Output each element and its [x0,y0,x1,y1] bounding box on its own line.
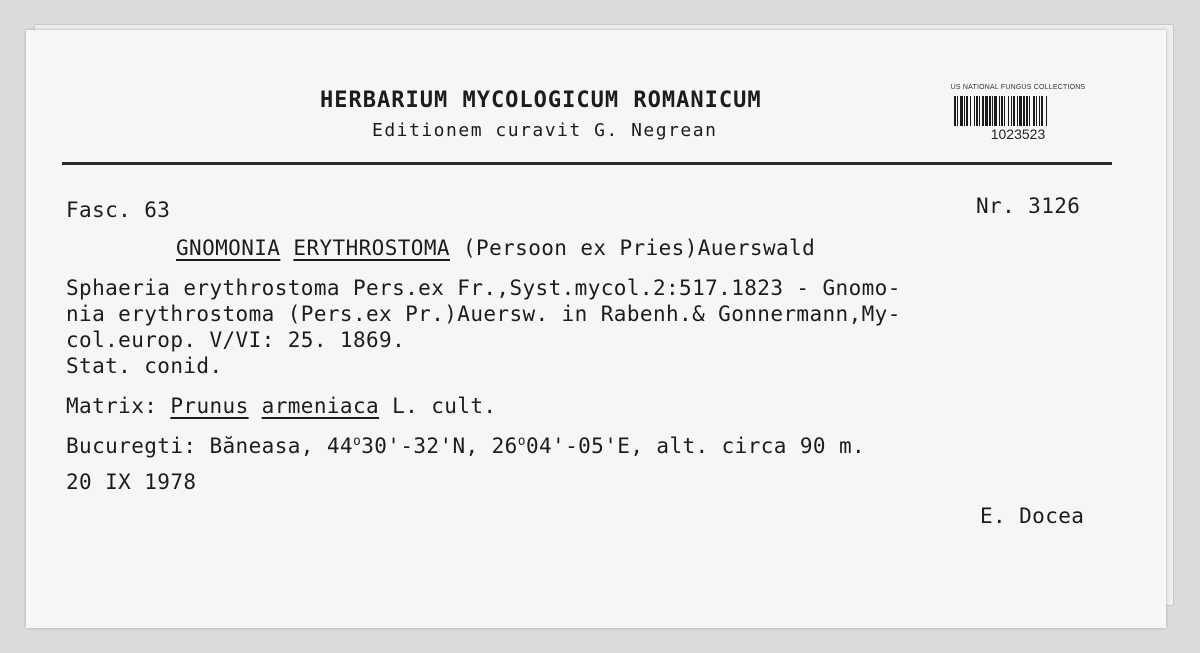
barcode-bar [1046,96,1047,126]
host-species: armeniaca [261,394,380,418]
matrix-label: Matrix: [66,394,158,418]
barcode-bar [1026,96,1028,126]
barcode-bar [960,96,963,126]
barcode-bar [1001,96,1003,126]
stat-line: Stat. conid. [66,354,223,378]
latitude-rest: 30'-32'N, [361,434,479,458]
latitude-deg: 44 [326,434,353,458]
taxon-species: ERYTHROSTOMA [293,236,450,260]
barcode-bar [1008,96,1009,126]
synonymy-line-1: Sphaeria erythrostoma Pers.ex Fr.,Syst.mycol.2:517.1823 - Gnomo- [66,276,901,300]
barcode-bar [979,96,980,126]
barcode-bar [1017,96,1018,126]
barcode-bar [1004,96,1005,126]
matrix-line [66,394,496,418]
barcode-bar [982,96,984,126]
exsiccata-number: Nr. 3126 [976,194,1081,218]
host-genus: Prunus [170,394,249,418]
barcode-bar [1019,96,1022,126]
specimen-label [26,30,1166,628]
barcode-number: 1023523 [990,126,1046,142]
herbarium-title: HERBARIUM MYCOLOGICUM ROMANICUM [320,88,762,113]
barcode-bar [999,96,1000,126]
taxon-authority: (Persoon ex Pries)Auerswald [462,236,816,260]
fascicle-number: Fasc. 63 [66,198,171,222]
longitude-deg: 26 [491,434,518,458]
barcode-bar [1033,96,1035,126]
degree-sign-2: o [517,434,526,449]
barcode-bar [1011,96,1012,126]
barcode-bar [992,96,993,126]
barcode [950,84,1086,146]
taxon-name [176,236,815,260]
barcode-institution: US NATIONAL FUNGUS COLLECTIONS [950,84,1086,91]
barcode-bar [970,96,971,126]
barcode-bar [985,96,988,126]
barcode-bar [966,96,968,126]
barcode-bars [954,96,1082,126]
barcode-bar [1023,96,1025,126]
barcode-bar [957,96,958,126]
editor-line: Editionem curavit G. Negrean [372,120,718,141]
barcode-bar [1039,96,1040,126]
barcode-bar [964,96,965,126]
host-rest: L. cult. [392,394,497,418]
header-divider [62,162,1112,165]
taxon-genus: GNOMONIA [176,236,281,260]
barcode-bar [994,96,997,126]
synonymy-line-2: nia erythrostoma (Pers.ex Pr.)Auersw. in Rabenh.& Gonnermann,My- [66,302,901,326]
barcode-bar [954,96,956,126]
synonymy-line-3: col.europ. V/VI: 25. 1869. [66,328,406,352]
barcode-bar [1029,96,1030,126]
locality-line [66,434,865,458]
barcode-bar [1013,96,1015,126]
barcode-bar [1041,96,1043,126]
longitude-rest: 04'-05'E, alt. circa 90 m. [525,434,866,458]
locality-place: Bucuregti: Băneasa, [66,434,314,458]
barcode-bar [1036,96,1037,126]
barcode-bar [989,96,991,126]
collector-name: E. Docea [980,504,1085,528]
collection-date: 20 IX 1978 [66,470,197,494]
degree-sign-1: o [352,434,362,449]
barcode-bar [974,96,975,126]
barcode-bar [976,96,978,126]
